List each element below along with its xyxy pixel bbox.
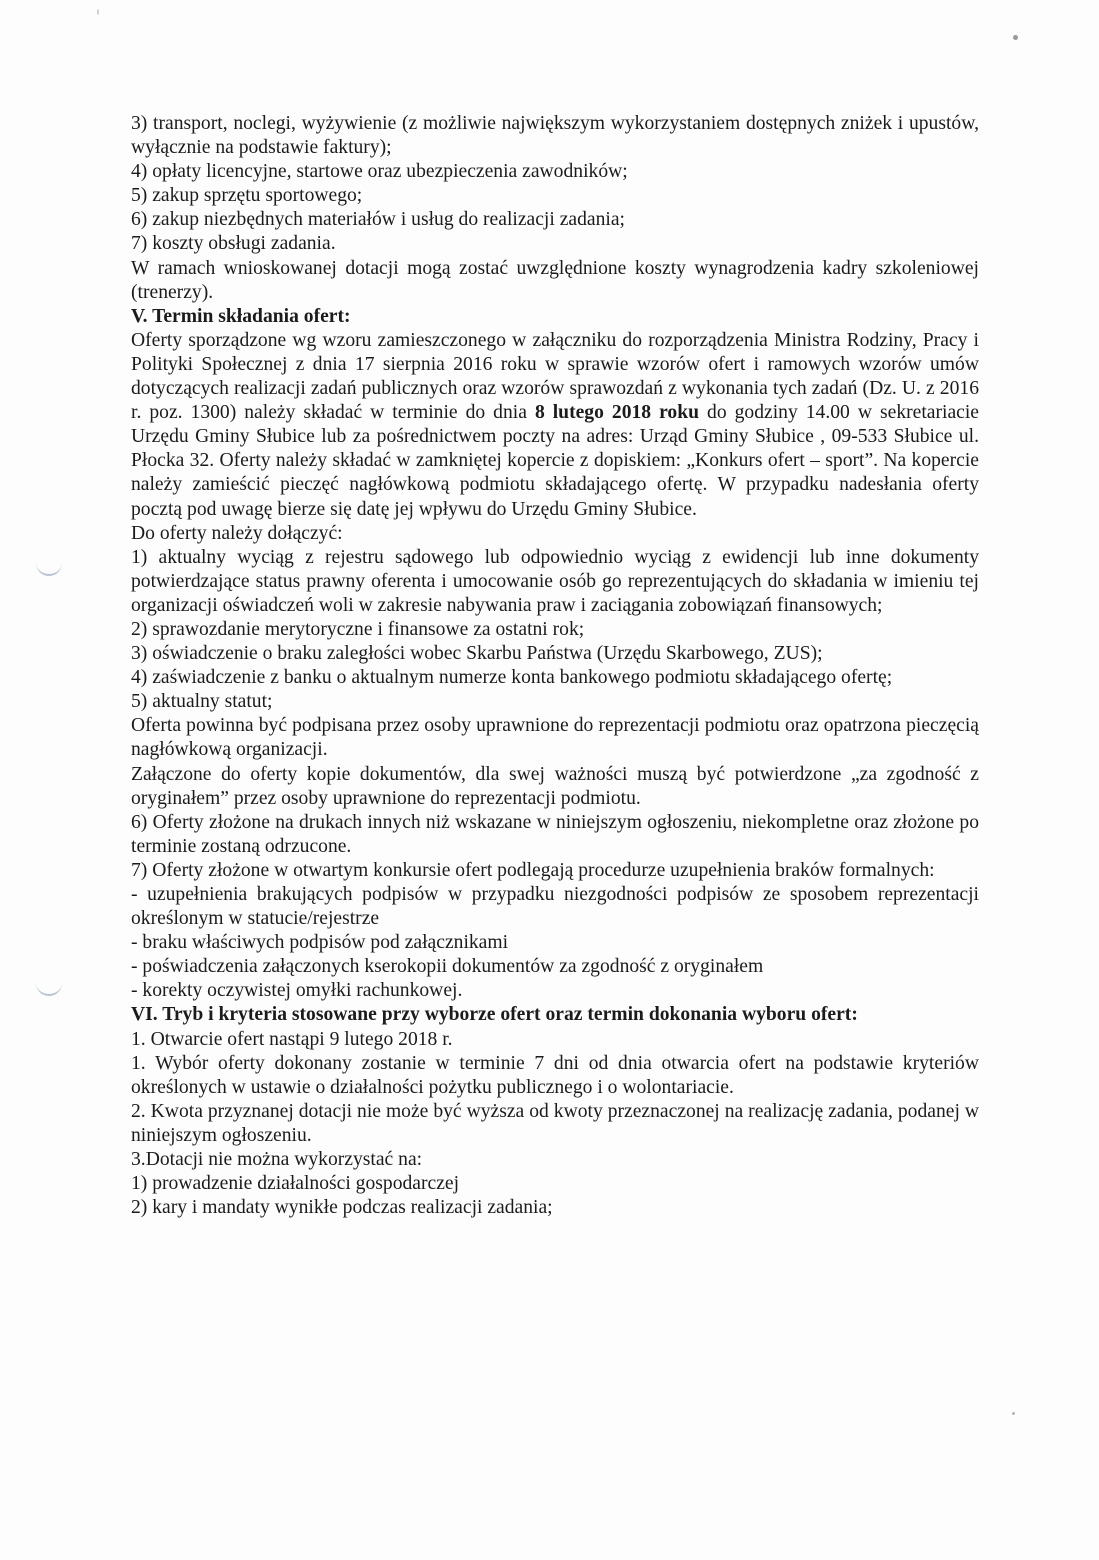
cost-item-5: 5) zakup sprzętu sportowego; [131,185,363,207]
section-v-intro-rest: do godziny 14.00 w sekretariacie Urzędu Gminy Słubice lub za pośrednictwem poczty na adres: Urząd Gminy Słubice , 09-533 Słubice ul. Płocka 32. Oferty należy składać w zamkniętej kopercie z dopiskiem: „Konkurs ofert – sport”. Na kopercie należy zamieścić pieczęć nagłówkową podmiotu składającego ofertę. W przypadku nadesłania oferty pocztą pod uwagę bierze się datę jej wpływu do Urzędu Gminy Słubice. [131,402,979,520]
cost-item-3: 3) transport, noclegi, wyżywienie (z możliwie największym wykorzystaniem dostępnych zniżek i upustów, wyłącznie na podstawie faktury); [131,113,979,159]
deadline-date: 8 lutego 2018 roku [534,402,700,424]
section-vi-item: 1) prowadzenie działalności gospodarczej [131,1173,460,1195]
section-v-heading: V. Termin składania ofert: [131,305,351,327]
scan-speck [97,9,99,15]
signature-note: Oferta powinna być podpisana przez osoby uprawnione do reprezentacji podmiotu oraz opatrzona pieczęcią nagłówkową organizacji. [131,715,979,761]
section-v-intro [131,329,979,522]
section-vi-item: 1. Wybór oferty dokonany zostanie w terminie 7 dni od dnia otwarcia ofert na podstawie kryteriów określonych w ustawie o działalności pożytku publicznego i o wolontariacie. [131,1052,979,1098]
attachment-item: 1) aktualny wyciąg z rejestru sądowego lub odpowiednio wyciąg z ewidencji lub inne dokumenty potwierdzające status prawny oferenta i umocowanie osób go reprezentujących do składania w imieniu tej organizacji oświadczeń woli w zakresie nabywania praw i zaciągania zobowiązań finansowych; [131,546,979,616]
section-vi-item: 3.Dotacji nie można wykorzystać na: [131,1149,423,1171]
formal-gaps-rule: 7) Oferty złożone w otwartym konkursie ofert podlegają procedurze uzupełnienia braków formalnych: [131,859,935,881]
cost-item-7: 7) koszty obsługi zadania. [131,233,336,255]
document-body [131,112,979,1220]
section-vi-item: 1. Otwarcie ofert nastąpi 9 lutego 2018 r. [131,1028,453,1050]
attachment-item: 3) oświadczenie o braku zaległości wobec Skarbu Państwa (Urzędu Skarbowego, ZUS); [131,643,823,665]
attachment-item: 2) sprawozdanie merytoryczne i finansowe za ostatni rok; [131,618,585,640]
attachment-item: 4) zaświadczenie z banku o aktualnym numerze konta bankowego podmiotu składającego ofertę; [131,667,893,689]
cost-item-6: 6) zakup niezbędnych materiałów i usług do realizacji zadania; [131,209,625,231]
scan-speck [1012,1412,1015,1415]
cost-item-4: 4) opłaty licencyjne, startowe oraz ubezpieczenia zawodników; [131,161,628,183]
section-vi-item: 2) kary i mandaty wynikłe podczas realizacji zadania; [131,1197,553,1219]
punch-hole-mark [36,980,62,996]
formal-gap-item: - braku właściwych podpisów pod załącznikami [131,932,509,954]
formal-gap-item: - poświadczenia załączonych kserokopii dokumentów za zgodność z oryginałem [131,956,764,978]
rejection-rule: 6) Oferty złożone na drukach innych niż wskazane w niniejszym ogłoszeniu, niekompletne oraz złożone po terminie zostaną odrzucone. [131,811,979,857]
section-vi-heading: VI. Tryb i kryteria stosowane przy wyborze ofert oraz termin dokonania wyboru ofert: [131,1004,858,1026]
section-v-intro-text: Oferty sporządzone wg wzoru zamieszczonego w załączniku do rozporządzenia Ministra Rodziny, Pracy i Polityki Społecznej z dnia 17 sierpnia 2016 roku w sprawie wzorów ofert i ramowych wzorów umów dotyczących realizacji zadań publicznych oraz wzorów sprawozdań z wykonania tych zadań (Dz. U. z 2016 r. poz. 1300) należy składać w terminie do dnia [131,329,979,424]
staff-costs-note: W ramach wnioskowanej dotacji mogą zostać uwzględnione koszty wynagrodzenia kadry szkoleniowej (trenerzy). [131,257,979,303]
formal-gap-item: - korekty oczywistej omyłki rachunkowej. [131,980,463,1002]
section-vi-item: 2. Kwota przyznanej dotacji nie może być wyższa od kwoty przeznaczonej na realizację zadania, podanej w niniejszym ogłoszeniu. [131,1100,979,1146]
formal-gap-item: - uzupełnienia brakujących podpisów w przypadku niezgodności podpisów ze sposobem reprezentacji określonym w statucie/rejestrze [131,884,979,930]
attachment-item: 5) aktualny statut; [131,691,273,713]
attachments-intro: Do oferty należy dołączyć: [131,522,343,544]
copies-note: Załączone do oferty kopie dokumentów, dla swej ważności muszą być potwierdzone „za zgodność z oryginałem” przez osoby uprawnione do reprezentacji podmiotu. [131,763,979,809]
punch-hole-mark [36,560,62,576]
scan-speck [1013,35,1018,40]
